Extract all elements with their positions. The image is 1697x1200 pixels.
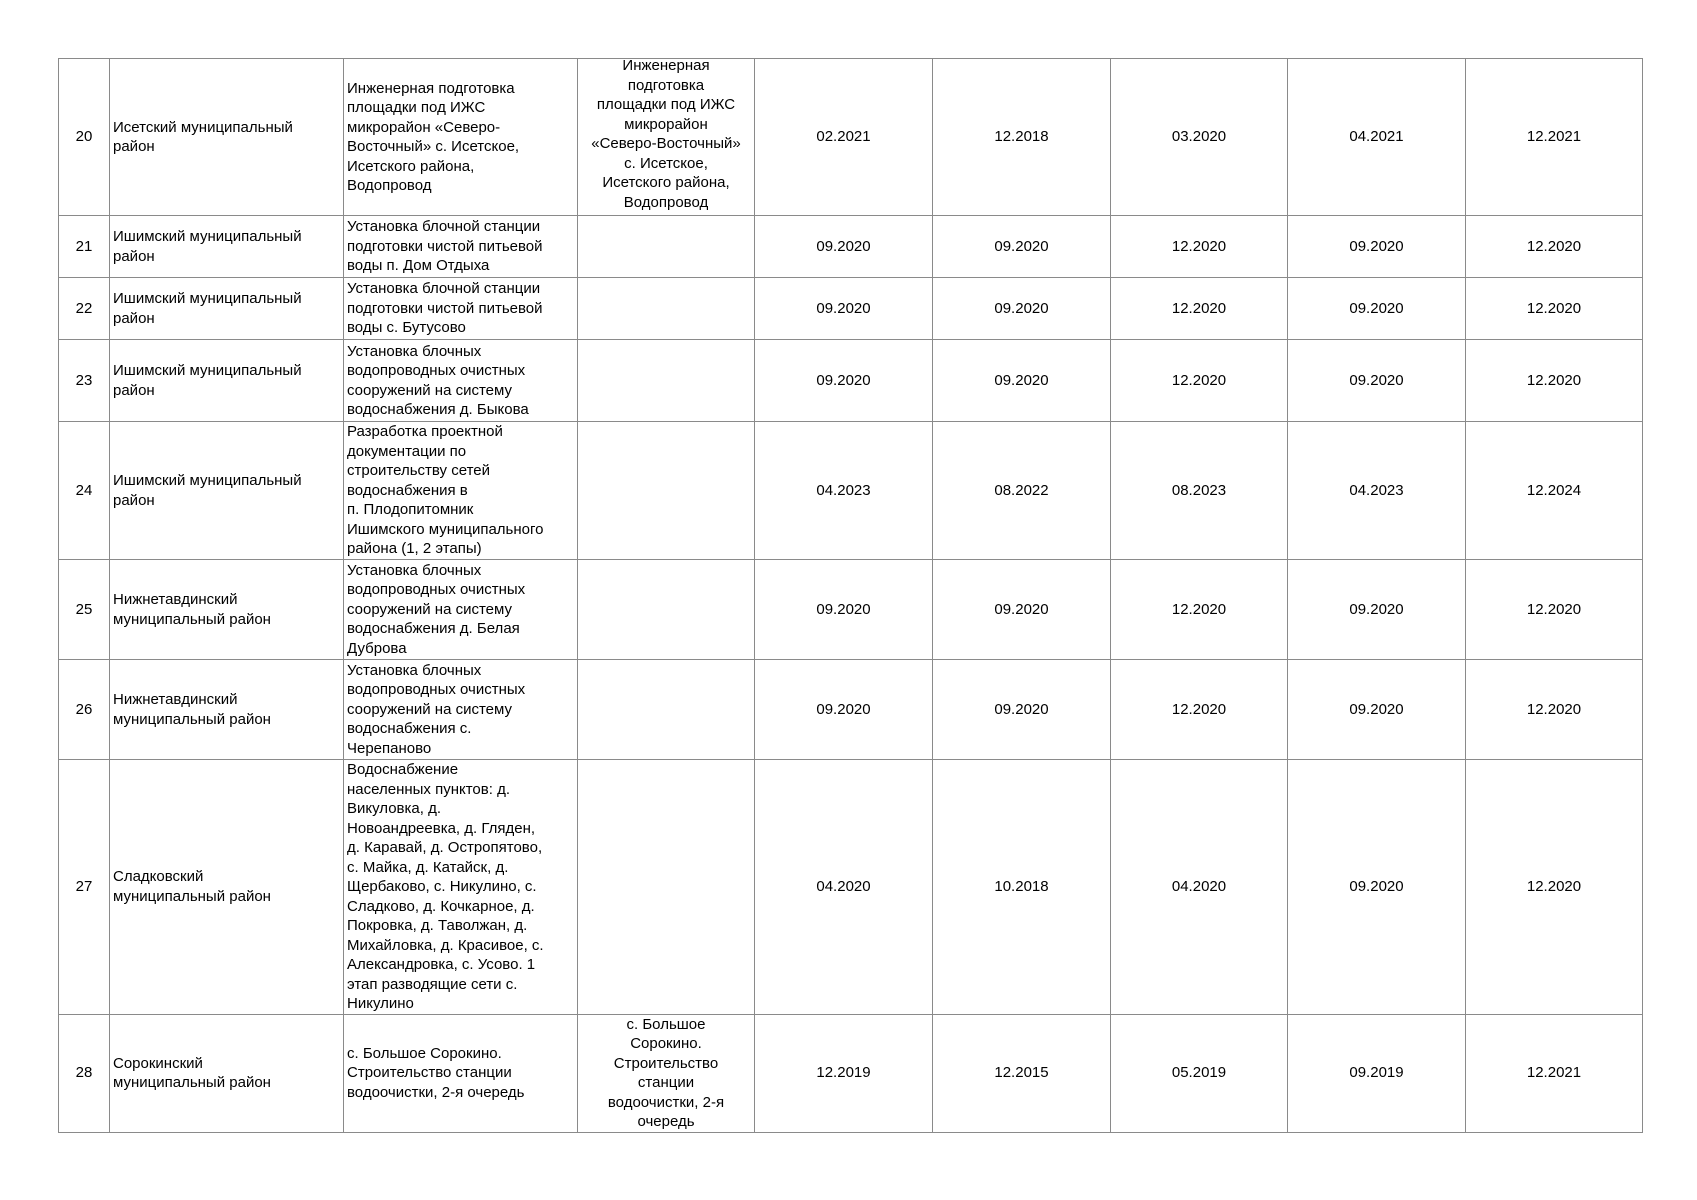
district-name-cell: [110, 1014, 344, 1132]
date-3: 12.2020: [1171, 237, 1227, 255]
date-1: 09.2020: [816, 371, 871, 389]
date-1: 09.2020: [816, 700, 871, 718]
project-description: Водоснабжение населенных пунктов: д. Викуловка, д. Новоандреевка, д. Гляден, д. Каравай, д. Остропятово, с. Майка, д. Катайск, д. Щербаково, с. Никулино, с. Сладково, д. Кочкарное, д. Покровка, д. Таволжан, д. Михайловка, д. Красивое, с. Александровка, с. Усово. 1 этап разводящие сети с. Никулино: [347, 761, 544, 1012]
row-number: 24: [75, 481, 93, 499]
project-description: Установка блочных водопроводных очистных сооружений на систему водоснабжения с. Черепаново: [347, 661, 526, 757]
row-number: 26: [75, 700, 93, 718]
date-3-cell: [1111, 59, 1288, 216]
row-number-cell: [59, 59, 110, 216]
date-1-cell: [755, 59, 933, 216]
table-row: [59, 59, 1643, 216]
date-2: 12.2018: [994, 128, 1049, 146]
table-body: [59, 59, 1643, 1133]
project-description-cell: [344, 760, 578, 1015]
date-5: 12.2021: [1526, 1064, 1582, 1082]
date-2: 10.2018: [994, 878, 1049, 895]
district-name: Сладковский муниципальный район: [113, 868, 271, 905]
date-1-cell: [755, 760, 933, 1015]
date-3-cell: [1111, 278, 1288, 340]
date-2-cell: [933, 422, 1111, 560]
date-2-cell: [933, 216, 1111, 278]
date-4: 04.2023: [1349, 481, 1404, 499]
date-4-cell: [1288, 340, 1466, 422]
date-4-cell: [1288, 760, 1466, 1015]
date-5: 12.2020: [1526, 237, 1582, 255]
date-5: 12.2020: [1526, 878, 1582, 895]
date-4-cell: [1288, 59, 1466, 216]
date-2-cell: [933, 278, 1111, 340]
district-name: Сорокинский муниципальный район: [113, 1054, 271, 1091]
date-5-cell: [1466, 760, 1643, 1015]
project-description-copy-cell: [578, 59, 755, 216]
date-2-cell: [933, 340, 1111, 422]
row-number-cell: [59, 340, 110, 422]
date-4: 09.2019: [1349, 1064, 1404, 1082]
project-description: Установка блочных водопроводных очистных сооружений на систему водоснабжения д. Белая Дуброва: [347, 561, 526, 657]
project-description-copy-cell: [578, 340, 755, 422]
date-5-cell: [1466, 660, 1643, 760]
row-number-cell: [59, 278, 110, 340]
table-row: [59, 340, 1643, 422]
district-name: Нижнетавдинский муниципальный район: [113, 591, 271, 628]
date-2: 09.2020: [994, 237, 1049, 255]
date-5-cell: [1466, 422, 1643, 560]
district-name-cell: [110, 59, 344, 216]
district-name: Ишимский муниципальный район: [113, 362, 302, 399]
date-4: 09.2020: [1349, 237, 1404, 255]
project-description: с. Большое Сорокино. Строительство станции водоочистки, 2-я очередь: [347, 1044, 525, 1101]
project-description-cell: [344, 216, 578, 278]
date-1: 09.2020: [816, 600, 871, 618]
project-description-copy-cell: [578, 760, 755, 1015]
date-5-cell: [1466, 216, 1643, 278]
project-description-cell: [344, 59, 578, 216]
date-2: 09.2020: [994, 371, 1049, 389]
date-4: 09.2020: [1349, 600, 1404, 618]
project-description: Инженерная подготовка площадки под ИЖС микрорайон «Северо- Восточный» с. Исетское, Исетского района, Водопровод: [347, 79, 520, 194]
district-name-cell: [110, 216, 344, 278]
date-1-cell: [755, 1014, 933, 1132]
date-3: 12.2020: [1171, 371, 1227, 389]
date-4-cell: [1288, 216, 1466, 278]
date-1: 12.2019: [816, 1064, 871, 1082]
date-2-cell: [933, 59, 1111, 216]
row-number-cell: [59, 660, 110, 760]
date-5-cell: [1466, 560, 1643, 660]
date-5: 12.2021: [1526, 128, 1582, 146]
project-description-copy-cell: [578, 1014, 755, 1132]
district-name-cell: [110, 660, 344, 760]
row-number: 20: [75, 128, 93, 146]
date-2: 09.2020: [994, 700, 1049, 718]
date-2-cell: [933, 660, 1111, 760]
date-3: 12.2020: [1171, 700, 1227, 718]
date-3-cell: [1111, 1014, 1288, 1132]
table-row: [59, 216, 1643, 278]
table-row: [59, 660, 1643, 760]
date-4: 09.2020: [1349, 700, 1404, 718]
district-name-cell: [110, 760, 344, 1015]
project-description-cell: [344, 560, 578, 660]
district-name: Нижнетавдинский муниципальный район: [113, 691, 271, 728]
project-description-cell: [344, 340, 578, 422]
date-1: 02.2021: [816, 128, 871, 146]
date-1-cell: [755, 560, 933, 660]
date-4-cell: [1288, 1014, 1466, 1132]
project-description: Установка блочной станции подготовки чистой питьевой воды с. Бутусово: [347, 280, 543, 337]
date-4-cell: [1288, 422, 1466, 560]
date-5-cell: [1466, 1014, 1643, 1132]
date-3: 12.2020: [1171, 600, 1227, 618]
row-number: 25: [75, 600, 93, 618]
date-1: 04.2020: [816, 878, 871, 895]
row-number-cell: [59, 760, 110, 1015]
date-4-cell: [1288, 660, 1466, 760]
date-3-cell: [1111, 422, 1288, 560]
district-name-cell: [110, 340, 344, 422]
project-description-copy-cell: [578, 278, 755, 340]
district-name: Исетский муниципальный район: [113, 118, 293, 155]
date-2: 12.2015: [994, 1064, 1049, 1082]
table-row: [59, 760, 1643, 1015]
district-name: Ишимский муниципальный район: [113, 228, 302, 265]
date-4-cell: [1288, 560, 1466, 660]
date-4: 09.2020: [1349, 371, 1404, 389]
row-number-cell: [59, 216, 110, 278]
project-description-copy-cell: [578, 560, 755, 660]
table-row: [59, 560, 1643, 660]
schedule-table: [58, 58, 1643, 1133]
project-description-copy: Инженерная подготовка площадки под ИЖС микрорайон «Северо-Восточный» с. Исетское, Исетского района, Водопровод: [591, 57, 741, 211]
row-number-cell: [59, 422, 110, 560]
district-name-cell: [110, 560, 344, 660]
project-description-cell: [344, 278, 578, 340]
date-2: 08.2022: [994, 481, 1049, 499]
date-3: 05.2019: [1171, 1064, 1227, 1082]
date-3-cell: [1111, 560, 1288, 660]
date-2-cell: [933, 560, 1111, 660]
table-row: [59, 422, 1643, 560]
table-row: [59, 1014, 1643, 1132]
row-number-cell: [59, 1014, 110, 1132]
project-description: Установка блочных водопроводных очистных сооружений на систему водоснабжения д. Быкова: [347, 342, 529, 418]
date-1-cell: [755, 422, 933, 560]
date-3: 12.2020: [1171, 299, 1227, 317]
date-3: 03.2020: [1171, 128, 1227, 146]
district-name: Ишимский муниципальный район: [113, 472, 302, 509]
project-description-cell: [344, 1014, 578, 1132]
project-description-copy-cell: [578, 216, 755, 278]
row-number: 28: [75, 1064, 93, 1082]
date-1-cell: [755, 216, 933, 278]
project-description-copy-cell: [578, 422, 755, 560]
date-4: 09.2020: [1349, 299, 1404, 317]
row-number: 27: [75, 878, 93, 895]
date-1: 09.2020: [816, 299, 871, 317]
row-number: 21: [75, 237, 93, 255]
date-5: 12.2020: [1526, 600, 1582, 618]
date-5: 12.2020: [1526, 371, 1582, 389]
row-number-cell: [59, 560, 110, 660]
project-description: Разработка проектной документации по строительству сетей водоснабжения в п. Плодопитомник Ишимского муниципального района (1, 2 этапы): [347, 423, 544, 558]
date-3-cell: [1111, 660, 1288, 760]
date-1-cell: [755, 340, 933, 422]
date-4: 04.2021: [1349, 128, 1404, 146]
project-description-cell: [344, 422, 578, 560]
project-description: Установка блочной станции подготовки чистой питьевой воды п. Дом Отдыха: [347, 218, 543, 275]
date-1: 04.2023: [816, 481, 871, 499]
date-1-cell: [755, 278, 933, 340]
district-name-cell: [110, 278, 344, 340]
district-name: Ишимский муниципальный район: [113, 290, 302, 327]
row-number: 22: [75, 299, 93, 317]
date-4: 09.2020: [1349, 878, 1404, 895]
date-2: 09.2020: [994, 299, 1049, 317]
date-5: 12.2024: [1526, 481, 1582, 499]
date-2-cell: [933, 1014, 1111, 1132]
date-3-cell: [1111, 340, 1288, 422]
date-2: 09.2020: [994, 600, 1049, 618]
row-number: 23: [75, 371, 93, 389]
project-description-copy-cell: [578, 660, 755, 760]
date-5-cell: [1466, 59, 1643, 216]
table-row: [59, 278, 1643, 340]
date-3: 08.2023: [1171, 481, 1227, 499]
date-4-cell: [1288, 278, 1466, 340]
date-2-cell: [933, 760, 1111, 1015]
project-description-cell: [344, 660, 578, 760]
project-description-copy: с. Большое Сорокино. Строительство станции водоочистки, 2-я очередь: [607, 1015, 725, 1130]
date-5-cell: [1466, 340, 1643, 422]
district-name-cell: [110, 422, 344, 560]
date-1: 09.2020: [816, 237, 871, 255]
date-3-cell: [1111, 760, 1288, 1015]
date-5-cell: [1466, 278, 1643, 340]
date-3-cell: [1111, 216, 1288, 278]
date-5: 12.2020: [1526, 299, 1582, 317]
date-5: 12.2020: [1526, 700, 1582, 718]
date-3: 04.2020: [1171, 878, 1227, 895]
date-1-cell: [755, 660, 933, 760]
